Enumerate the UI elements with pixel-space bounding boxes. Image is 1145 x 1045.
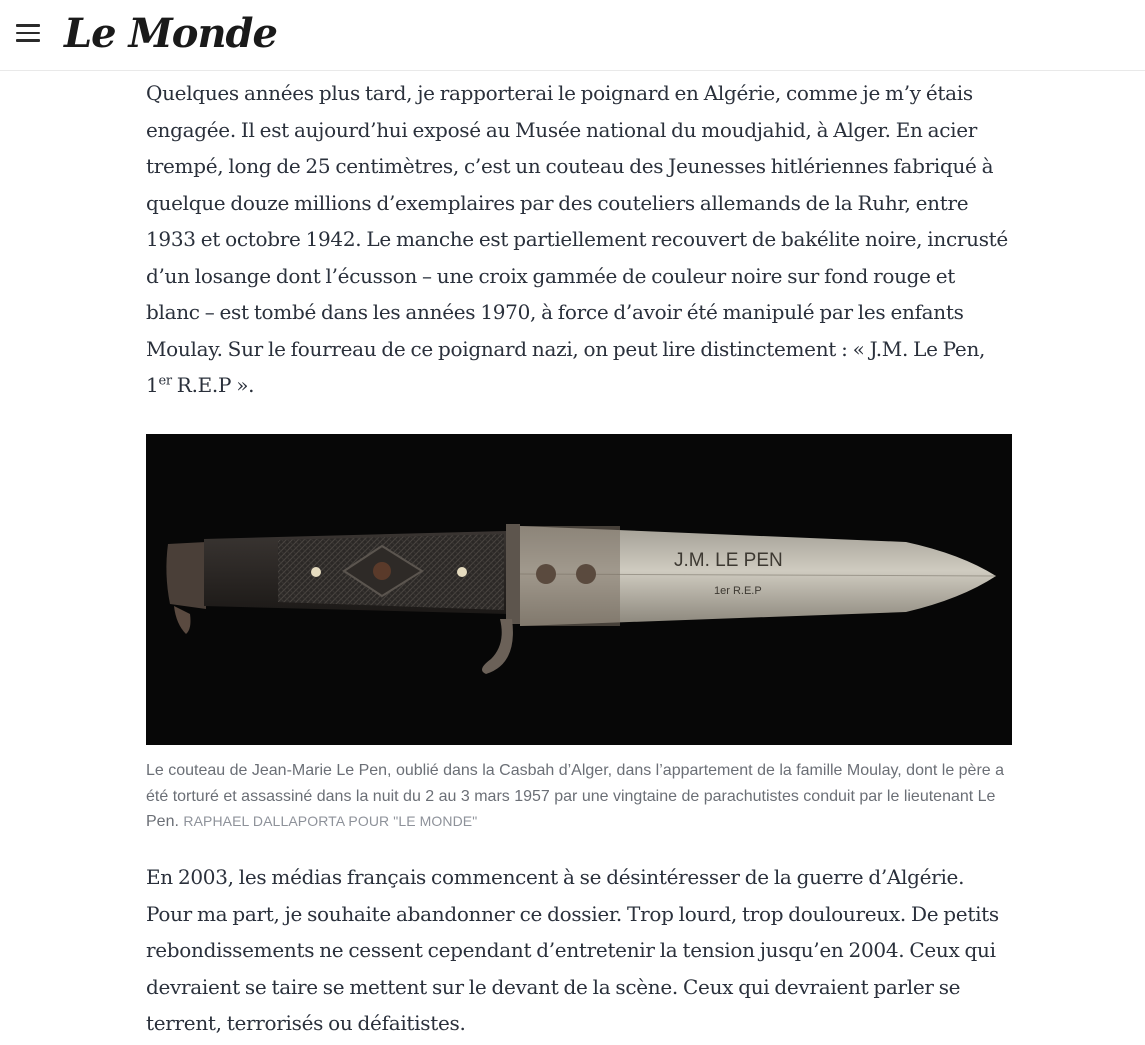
blade-inscription-small: 1er R.E.P <box>714 585 762 597</box>
photo-credit: RAPHAEL DALLAPORTA POUR "LE MONDE" <box>183 813 478 829</box>
figure-caption <box>146 758 1012 835</box>
superscript: er <box>158 373 172 389</box>
hamburger-menu-icon[interactable] <box>16 20 42 46</box>
article-paragraph <box>146 71 1012 404</box>
caption-text: Le couteau de Jean-Marie Le Pen, oublié dans la Casbah d’Alger, dans l’appartement de la famille Moulay, dont le père a été torturé et assassiné dans la nuit du 2 au 3 mars 1957 par une vingtaine de parachutistes conduit par le lieutenant Le Pen. <box>146 762 1005 830</box>
paragraph-text: R.E.P ». <box>171 373 255 397</box>
blade-inscription: J.M. LE PEN <box>674 550 783 571</box>
site-logo[interactable]: Le Monde <box>64 10 277 57</box>
menu-line <box>16 24 40 27</box>
article-paragraph: En 2003, les médias français commencent à se désintéresser de la guerre d’Algérie. Pour ma part, je souhaite abandonner ce dossier. Trop lourd, trop douloureux. De petits rebondissements ne cessent cependant d’entretenir la tension jusqu’en 2004. Ceux qui devraient se taire se mettent sur le devant de la scène. Ceux qui devraient parler se terrent, terrorisés ou défaitistes. <box>146 865 999 1035</box>
knife-photo[interactable] <box>146 434 1012 745</box>
menu-line <box>16 39 40 42</box>
article-body <box>146 71 1012 1035</box>
paragraph-text: Quelques années plus tard, je rapporterai le poignard en Algérie, comme je m’y étais engagée. Il est aujourd’hui exposé au Musée national du moudjahid, à Alger. En acier trempé, long de 25 centimètres, c’est un couteau des Jeunesses hitlériennes fabriqué à quelque douze millions d’exemplaires par des couteliers allemands de la Ruhr, entre 1933 et octobre 1942. Le manche est partiellement recouvert de bakélite noire, incrusté d’un losange dont l’écusson – une croix gammée de couleur noire sur fond rouge et blanc – est tombé dans les années 1970, à force d’avoir été manipulé par les enfants Moulay. Sur le fourreau de ce poignard nazi, on peut lire distinctement : « J.M. Le Pen, 1 <box>146 81 1008 397</box>
article-figure <box>146 434 1012 835</box>
top-bar <box>0 0 1145 71</box>
knife-illustration <box>146 434 1012 745</box>
menu-line <box>16 32 40 35</box>
